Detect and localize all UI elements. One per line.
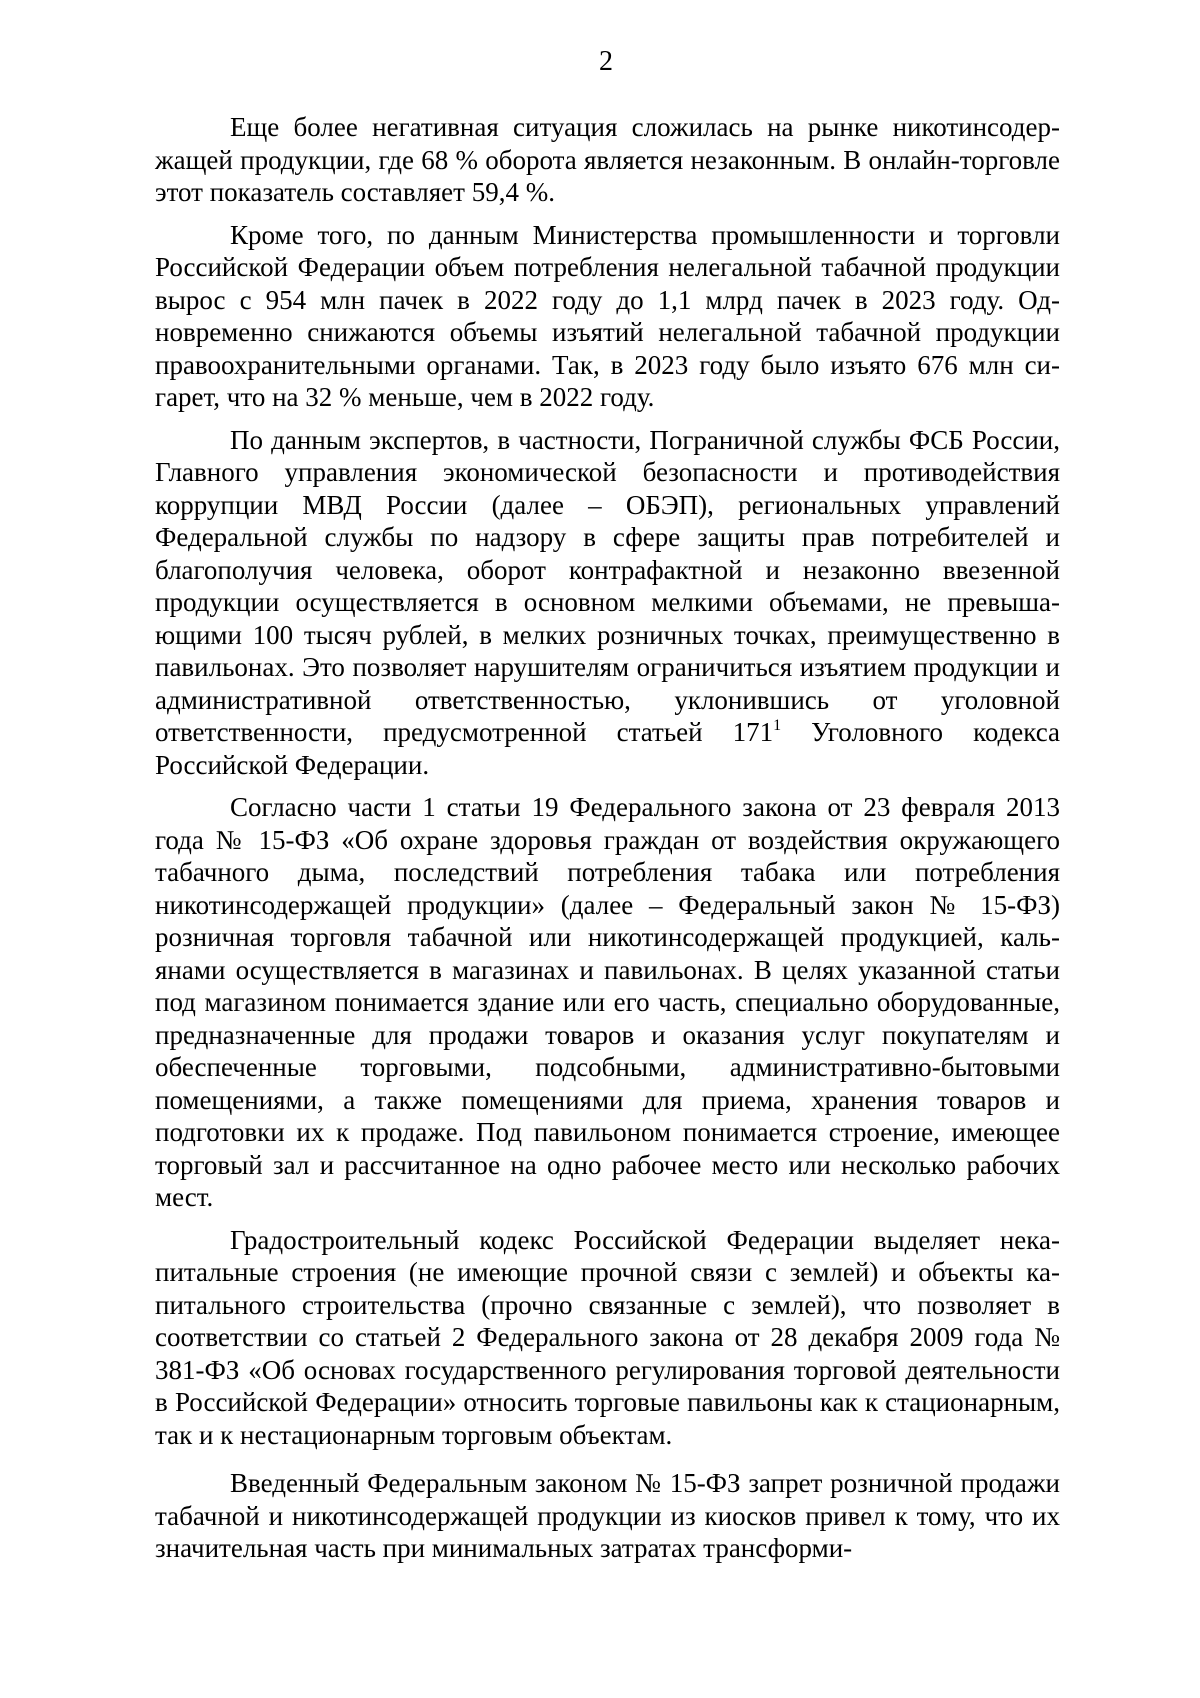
paragraph-law-15fz: Согласно части 1 статьи 19 Федерального закона от 23 февраля 2013 года № 15-ФЗ «Об охране здоровья граждан от воздействия окружающего табачного дыма, последствий потребления табака или потребления никотинсодержащей продукции» (далее – Федеральный закон № 15-ФЗ) розничная торговля табачной или никотинсодержащей продукцией, кальянами осуществляется в магазинах и павильонах. В целях указанной статьи под магазином понимается здание или его часть, специально оборудованные, предназначенные для продажи товаров и оказания услуг покупателям и обеспеченные торговыми, подсобными, административно-бытовыми помещениями, а также помещениями для приема, хранения товаров и подготовки их к продаже. Под павильоном понимается строение, имеющее торговый зал и рассчитанное на одно рабочее место или несколько рабочих мест.	[155, 792, 1060, 1212]
document-body	[155, 111, 1060, 1579]
paragraph-expert-data	[155, 424, 1060, 782]
paragraph-urban-code: Градостроительный кодекс Российской Федерации выделяет некапитальные строения (не имеющие прочной связи с землей) и объекты капитального строительства (прочно связанные с землей), что позволяет в соответствии со статьей 2 Федерального закона от 28 декабря 2009 года № 381-ФЗ «Об основах государственного регулирования торговой деятельности в Российской Федерации» относить торговые павильоны как к стационарным, так и к нестационарным торговым объектам.	[155, 1224, 1060, 1450]
article-superscript: 1	[773, 717, 782, 734]
paragraph-expert-data-text: По данным экспертов, в частности, Пограничной службы ФСБ России, Главного управления экономической безопасности и противодействия коррупции МВД России (далее – ОБЭП), региональных управлений Федеральной службы по надзору в сфере защиты прав потребителей и благополучия человека, оборот контрафактной и незаконно ввезенной продукции осуществляется в основном мелкими объемами, не превышающими 100 тысяч рублей, в мелких розничных точках, преимущественно в павильонах. Это позволяет нарушителям ограничиться изъятием продукции и административной ответственностью, уклонившись от уголовной ответственности, предусмотренной статьей 171	[155, 424, 1060, 747]
paragraph-kiosk-ban: Введенный Федеральным законом № 15-ФЗ запрет розничной продажи табачной и никотинсодержащей продукции из киосков привел к тому, что их значительная часть при минимальных затратах трансформи-	[155, 1468, 1060, 1563]
paragraph-nicotine-market: Еще более негативная ситуация сложилась на рынке никотинсодержащей продукции, где 68 % оборота является незаконным. В онлайн-торговле этот показатель составляет 59,4 %.	[155, 112, 1060, 207]
paragraph-minpromtorg-data: Кроме того, по данным Министерства промышленности и торговли Российской Федерации объем потребления нелегальной табачной продукции вырос с 954 млн пачек в 2022 году до 1,1 млрд пачек в 2023 году. Одновременно снижаются объемы изъятий нелегальной табачной продукции правоохранительными органами. Так, в 2023 году было изъято 676 млн сигарет, что на 32 % меньше, чем в 2022 году.	[155, 219, 1060, 412]
page-number: 2	[599, 46, 613, 77]
paragraph-expert-data-tail: Уголовного кодекса Российской Федерации.	[155, 717, 1061, 780]
